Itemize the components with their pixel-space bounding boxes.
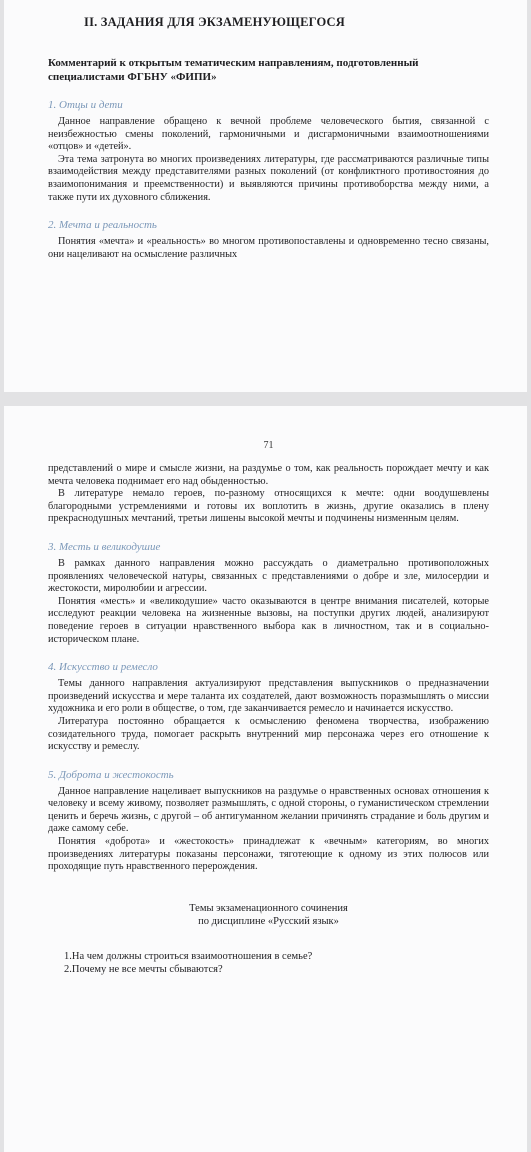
question-1: 1.На чем должны строиться взаимоотношения в семье? [64, 950, 313, 962]
section-heading: II. ЗАДАНИЯ ДЛЯ ЭКЗАМЕНУЮЩЕГОСЯ [84, 15, 346, 29]
topic-2-continuation: представлений о мире и смысле жизни, на раздумье о том, как реальность порождает мечту и как мечта человека поднимает его над обыденностью. [48, 463, 489, 487]
themes-title-line-2: по дисциплине «Русский язык» [198, 915, 339, 927]
topic-5-heading: 5. Доброта и жестокость [48, 768, 174, 781]
page-number: 71 [263, 440, 274, 451]
topic-3-paragraph-2: Понятия «месть» и «великодушие» часто оказываются в центре внимания писателей, которые исследуют реакции человека на жизненные вызовы, на поступки других людей, анализируют поведение героев в ситуации нравственного выбора как в личностном, так и в социально-историческом плане. [48, 595, 489, 645]
comment-title: Комментарий к открытым тематическим направлениям, подготовленный специалистами ФГБНУ «ФИПИ» [48, 57, 419, 83]
topic-3-heading: 3. Месть и великодушие [48, 540, 161, 553]
topic-2-heading: 2. Мечта и реальность [48, 219, 157, 232]
topic-5-paragraph-2: Понятия «доброта» и «жестокость» принадлежат к «вечным» категориям, во многих произведениях литературы показаны персонажи, тяготеющие к одному из этих полюсов или проходящие путь нравственного перерождения. [48, 836, 489, 873]
topic-5-paragraph-1: Данное направление нацеливает выпускников на раздумье о нравственных основах отношения к человеку и всему живому, позволяет размышлять, с одной стороны, о гуманистическом стремлении ценить и беречь жизнь, с другой – об антигуманном желании причинять страдание и боль другим и даже самому себе. [48, 785, 489, 835]
question-list [48, 950, 489, 976]
question-2: 2.Почему не все мечты сбываются? [64, 963, 223, 975]
topic-4-paragraph-2: Литература постоянно обращается к осмыслению феномена творчества, изображению созидательного труда, помогает раскрыть внутренний мир персонажа через его отношение к искусству и ремеслу. [48, 715, 489, 753]
themes-title [48, 902, 489, 928]
topic-2-paragraph-1: Понятия «мечта» и «реальность» во многом противопоставлены и одновременно тесно связаны, они нацеливают на осмысление различных [48, 236, 489, 260]
topic-1-paragraph-2: Эта тема затронута во многих произведениях литературы, где рассматриваются различные типы взаимодействия между представителями разных поколений (от конфликтного противостояния до взаимопонимания и преемственности) и выявляются причины противоборства между ними, а также пути их духовного сближения. [48, 153, 489, 203]
topic-4-paragraph-1: Темы данного направления актуализируют представления выпускников о предназначении произведений искусства и мере таланта их создателей, дают возможность поразмышлять о миссии художника и его роли в обществе, о том, где заканчивается ремесло и начинается искусство. [48, 678, 489, 715]
topic-1-heading: 1. Отцы и дети [48, 99, 123, 111]
topic-2-paragraph-2: В литературе немало героев, по-разному относящихся к мечте: одни воодушевлены благородными устремлениями и готовы их воплотить в жизнь, другие оказались в плену прекраснодушных мечтаний, третьи лишены высокой мечты и подчинены низменным целям. [48, 488, 489, 525]
document-page-2 [4, 406, 527, 1152]
topic-1-paragraph-1: Данное направление обращено к вечной проблеме человеческого бытия, связанной с неизбежностью смены поколений, гармоничными и дисгармоничными взаимоотношениями «отцов» и «детей». [48, 116, 489, 153]
topic-4-heading: 4. Искусство и ремесло [48, 661, 158, 674]
topic-3-paragraph-1: В рамках данного направления можно рассуждать о диаметрально противоположных проявлениях человеческой натуры, связанных с представлениями о добре и зле, милосердии и жестокости, миролюбии и агрессии. [48, 557, 489, 595]
themes-title-line-1: Темы экзаменационного сочинения [189, 902, 348, 914]
document-page-1 [4, 0, 527, 392]
